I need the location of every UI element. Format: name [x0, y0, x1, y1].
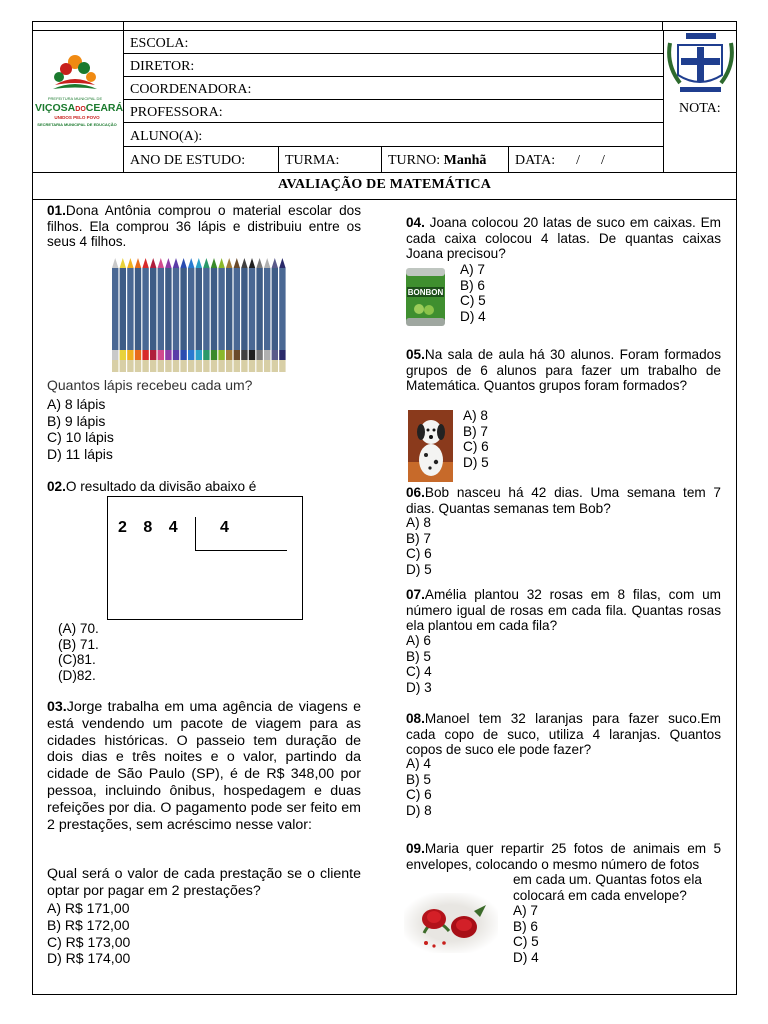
option-b[interactable]: B) R$ 172,00 [47, 916, 130, 933]
question-09-options [513, 903, 539, 965]
colored-pencils-image [108, 256, 291, 374]
header-fields [124, 31, 663, 173]
divisor: 4 [220, 519, 229, 536]
option-a[interactable]: A) 8 lápis [47, 396, 106, 412]
data-field[interactable]: DATA: / / [515, 153, 605, 168]
red-roses-image [404, 893, 498, 953]
option-d[interactable]: D) 5 [463, 454, 489, 470]
question-02-text: 02.O resultado da divisão abaixo é [47, 479, 257, 494]
question-08-text: 08.Manoel tem 32 laranjas para fazer suco.Em cada copo de suco, utiliza 4 laranjas. Quantos copos de suco ele pode fazer? [406, 711, 721, 757]
option-d[interactable]: D) 4 [513, 949, 539, 965]
question-08-options [406, 756, 432, 818]
question-07-text: 07.Amélia plantou 32 rosas em 8 filas, com um número igual de rosas em cada fila. Quantas rosas ela plantou em cada fila? [406, 587, 721, 633]
exam-title: AVALIAÇÃO DE MATEMÁTICA [33, 173, 736, 200]
juice-can-image [403, 265, 448, 329]
question-05-text: 05.Na sala de aula há 30 alunos. Foram formados grupos de 6 alunos para fazer um trabalho de Matemática. Quantos grupos foram formados? [406, 347, 721, 393]
question-07-options [406, 633, 432, 695]
option-a[interactable]: A) 7 [513, 903, 538, 918]
option-d[interactable]: D) 8 [406, 802, 432, 818]
coordenadora-field[interactable]: COORDENADORA: [124, 77, 663, 100]
top-strip [33, 22, 736, 31]
option-d[interactable]: D) 11 lápis [47, 445, 113, 462]
question-06-options [406, 515, 432, 577]
question-09-text: 09.Maria quer repartir 25 fotos de animais em 5 envelopes, colocando o mesmo número de fotos [406, 841, 721, 872]
option-c[interactable]: C) 6 [406, 787, 432, 802]
professora-field[interactable]: PROFESSORA: [124, 100, 663, 123]
exam-header [33, 31, 736, 173]
option-d[interactable]: (D)82. [58, 667, 96, 683]
option-b[interactable]: B) 5 [406, 648, 431, 664]
option-a[interactable]: A) 4 [406, 756, 431, 771]
option-c[interactable]: C) 6 [463, 439, 489, 454]
option-d[interactable]: D) 3 [406, 679, 432, 695]
option-b[interactable]: B) 7 [463, 423, 488, 439]
question-04-text: 04. Joana colocou 20 latas de suco em caixas. Em cada caixa colocou 4 latas. De quantas caixas Joana precisou? [406, 215, 721, 261]
option-a[interactable]: A) 6 [406, 633, 431, 648]
school-info-row [124, 147, 663, 173]
aluno-field[interactable]: ALUNO(A): [124, 124, 663, 147]
question-05-options [463, 408, 489, 470]
option-b[interactable]: B) 9 lápis [47, 412, 106, 429]
option-c[interactable]: (C)81. [58, 652, 96, 667]
option-d[interactable]: D) 4 [460, 308, 486, 324]
option-c[interactable]: C) 4 [406, 664, 432, 679]
option-a[interactable]: A) 8 [406, 515, 431, 530]
question-03-prompt: Qual será o valor de cada prestação se o cliente optar por pagar em 2 prestações? [47, 866, 361, 899]
option-c[interactable]: C) 5 [513, 934, 539, 949]
turma-field[interactable]: TURMA: [279, 147, 382, 173]
svg-text:SECRETARIA MUNICIPAL DE EDUCAÇ: SECRETARIA MUNICIPAL DE EDUCAÇÃO [37, 122, 117, 127]
municipality-logo [33, 31, 124, 173]
escola-field[interactable]: ESCOLA: [124, 31, 663, 54]
option-d[interactable]: D) 5 [406, 561, 432, 577]
svg-text:UNIDOS PELO POVO: UNIDOS PELO POVO [54, 115, 100, 120]
question-04-options [460, 262, 486, 324]
svg-text:VIÇOSADOCEARÁ: VIÇOSADOCEARÁ [35, 102, 124, 114]
school-crest-icon [664, 31, 737, 101]
option-c[interactable]: C) R$ 173,00 [47, 933, 131, 950]
option-c[interactable]: C) 5 [460, 293, 486, 308]
diretor-field[interactable]: DIRETOR: [124, 54, 663, 77]
svg-text:BONBON: BONBON [407, 288, 444, 297]
svg-text:PREFEITURA MUNICIPAL DE: PREFEITURA MUNICIPAL DE [47, 96, 103, 101]
option-c[interactable]: C) 10 lápis [47, 429, 114, 445]
option-a[interactable]: A) R$ 171,00 [47, 900, 130, 916]
dividend: 2 8 4 [118, 519, 184, 536]
question-01-text: 01.Dona Antônia comprou o material escolar dos filhos. Ela comprou 36 lápis e distribuiu entre os seus 4 filhos. [47, 203, 361, 249]
logo-graphic [33, 31, 124, 173]
division-box [107, 496, 303, 620]
option-b[interactable]: B) 5 [406, 771, 431, 787]
question-09-text-continued: em cada um. Quantas fotos ela colocará em cada envelope? [513, 872, 702, 903]
question-06-text: 06.Bob nasceu há 42 dias. Uma semana tem 7 dias. Quantas semanas tem Bob? [406, 485, 721, 516]
question-01-options [47, 396, 114, 462]
option-d[interactable]: D) R$ 174,00 [47, 950, 131, 967]
option-a[interactable]: (A) 70. [58, 621, 99, 636]
option-a[interactable]: A) 7 [460, 262, 485, 277]
question-03-options [47, 900, 130, 967]
question-02-options [58, 621, 99, 683]
option-b[interactable]: B) 6 [460, 277, 485, 293]
option-a[interactable]: A) 8 [463, 408, 488, 423]
question-01-prompt: Quantos lápis recebeu cada um? [47, 377, 253, 393]
option-b[interactable]: (B) 71. [58, 636, 99, 652]
nota-label: NOTA: [679, 101, 721, 116]
option-c[interactable]: C) 6 [406, 546, 432, 561]
turno-field: TURNO: Manhã [382, 147, 509, 173]
option-b[interactable]: B) 6 [513, 918, 538, 934]
dalmatian-puppy-image [408, 410, 453, 482]
nota-cell [663, 31, 736, 173]
ano-de-estudo-field[interactable]: ANO DE ESTUDO: [124, 147, 279, 173]
question-03-text: 03.Jorge trabalha em uma agência de viagens e está vendendo um pacote de viagem para as cidades históricas. O passeio tem duração de dois dias e três noites e o valor, partindo da cidade de São Paulo (SP), é de R$ 348,00 por pessoa, incluindo ônibus, hospedagem e duas refeições por dia. O pagamento pode ser feito em 2 prestações, sem acréscimo nesse valor: [47, 699, 361, 833]
option-b[interactable]: B) 7 [406, 530, 431, 546]
